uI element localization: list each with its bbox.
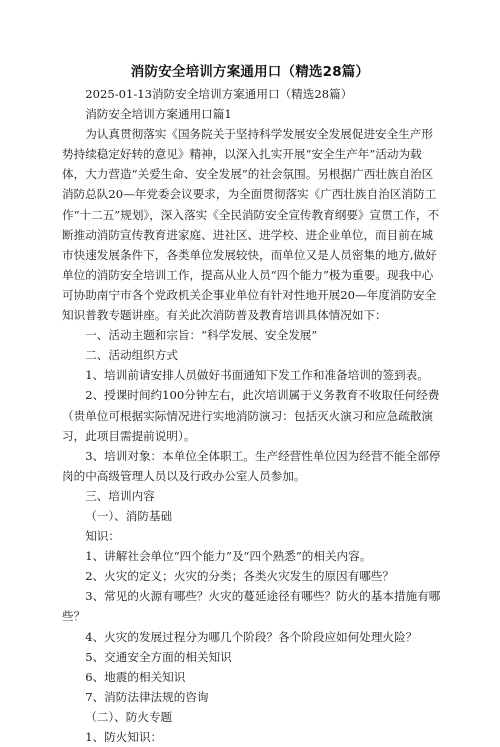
heading-content: 三、培训内容 (85, 488, 155, 503)
content-item-1: 1、讲解社会单位“四个能力”及“四个熟悉”的相关内容。 (85, 549, 372, 564)
date-line: 2025-01-13消防安全培训方案通用口（精选28篇） (85, 87, 353, 101)
content-item-4: 4、火灾的发展过程分为哪几个阶段？各个阶段应如何处理火险？ (85, 629, 418, 644)
org-item-2: 2、授课时间约100分钟左右，此次培训属于义务教育不收取任何经费（贵单位可根据实际情况进行实地消防演习：包括灭火演习和应急疏散演习，此项目需提前说明）。 (62, 388, 440, 443)
document-title: 消防安全培训方案通用口（精选28篇） (130, 64, 370, 80)
document-body (62, 84, 442, 747)
subheading-fire-prevention: （二）、防火专题 (85, 709, 173, 724)
content-item-2: 2、火灾的定义；火灾的分类；各类火灾发生的原因有哪些？ (85, 569, 395, 584)
content-item-3: 3、常见的火源有哪些？火灾的蔓延途径有哪些？防火的基本措施有哪些？ (62, 589, 441, 624)
intro-paragraph: 为认真贯彻落实《国务院关于坚持科学发展安全发展促进安全生产形势持续稳定好转的意见》精神，以深入扎实开展“安全生产年”活动为载体，大力营造“关爱生命、安全发展”的社会氛围。另根据广西壮族自治区消防总队20—年党委会议要求，为全面贯彻落实《广西壮族自治区消防工作“十二五”规划》，深入落实《全民消防安全宣传教育纲要》宣贯工作，不断推动消防宣传教育进家庭、进社区、进学校、进企业单位，而目前在城市快速发展条件下，各类单位发展较快，而单位又是人员密集的地方,做好单位的消防安全培训工作，提高从业人员“四个能力”极为重要。现我中心可协助南宁市各个党政机关企事业单位有针对性地开展20—年度消防安全知识普教专题讲座。有关此次消防普及教育培训具体情况如下： (62, 127, 440, 323)
content-item-5: 5、交通安全方面的相关知识 (85, 649, 232, 664)
section-heading: 消防安全培训方案通用口篇1 (85, 107, 232, 122)
subheading-basics: （一）、消防基础 (85, 508, 173, 523)
org-item-1: 1、培训前请安排人员做好书面通知下发工作和准备培训的签到表。 (85, 368, 429, 383)
fire-prevention-item-1: 1、防火知识： (85, 730, 163, 744)
heading-theme: 一、活动主题和宗旨：“科学发展、安全发展” (85, 328, 318, 343)
knowledge-label: 知识： (85, 529, 120, 544)
content-item-6: 6、地震的相关知识 (85, 669, 186, 684)
org-item-3: 3、培训对象：本单位全体职工。生产经营性单位因为经营不能全部停岗的中高级管理人员以及行政办公室人员参加。 (62, 448, 441, 483)
content-item-7: 7、消防法律法规的咨询 (85, 689, 209, 704)
heading-organization: 二、活动组织方式 (85, 348, 178, 363)
